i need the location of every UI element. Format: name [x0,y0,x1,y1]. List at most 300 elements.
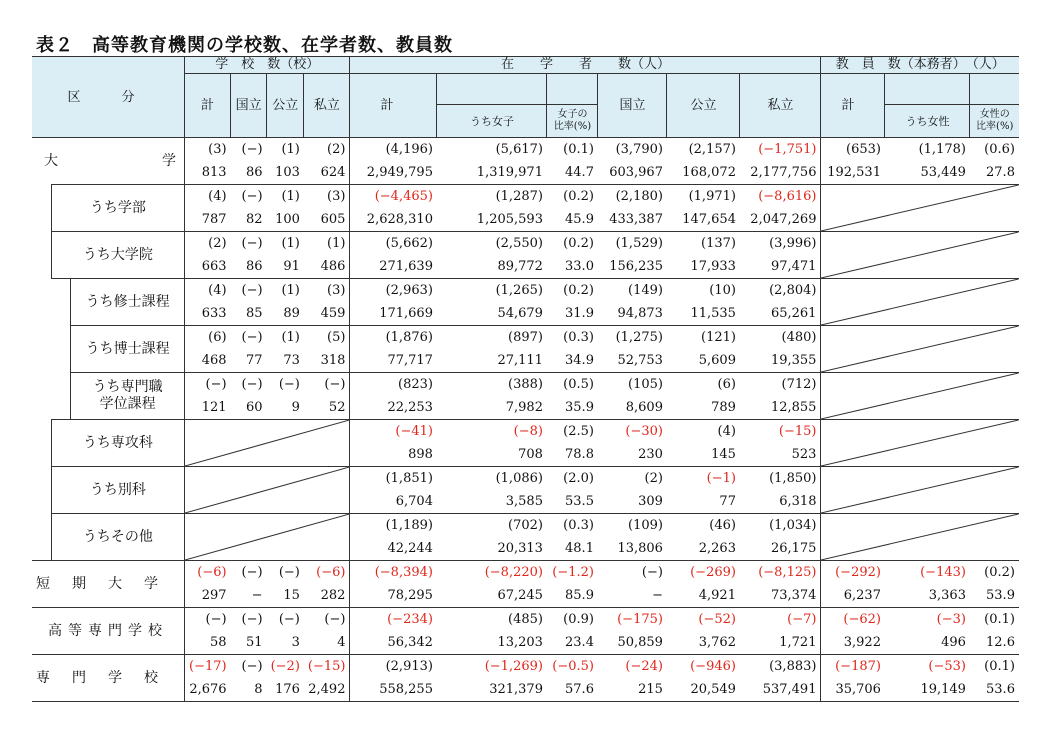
value-cell: 468 [185,349,231,373]
value-cell: 60 [231,396,267,420]
value-cell: (6) [185,326,231,350]
value-cell: (897) [437,326,547,350]
value-cell: 898 [350,443,437,467]
value-cell: (702) [437,514,547,538]
header-school-national: 国立 [231,74,267,138]
value-cell: 459 [304,302,350,326]
value-cell: 22,253 [350,396,437,420]
value-cell: (−1,751) [740,138,821,162]
value-cell: (−) [231,279,267,303]
diagonal-line [821,185,1019,231]
diagonal-line [821,326,1019,372]
value-cell: 309 [598,490,667,514]
value-cell: (1,529) [598,232,667,256]
value-cell: (2,963) [350,279,437,303]
value-cell: 65,261 [740,302,821,326]
table-caption: 高等教育機関の学校数、在学者数、教員数 [92,35,453,56]
value-cell: (−6) [185,561,231,585]
diagonal-line [185,514,349,560]
value-cell: 77,717 [350,349,437,373]
teacher-na-cell [821,232,1019,279]
value-cell: (137) [667,232,740,256]
header-student-private: 私立 [740,74,821,138]
table-row [32,608,1019,632]
value-cell: (−) [267,373,304,397]
table-row [32,561,1019,585]
value-cell: (0.2) [970,561,1019,585]
value-cell: (1) [267,326,304,350]
value-cell: (1,287) [437,185,547,209]
header-school-private: 私立 [304,74,350,138]
value-cell: (−7) [740,608,821,632]
value-cell: 271,639 [350,255,437,279]
value-cell: 2,263 [667,537,740,561]
row-label-daigakuin: うち大学院 [51,232,184,279]
value-cell: (−) [304,608,350,632]
value-cell: (−41) [350,420,437,444]
value-cell: 33.0 [547,255,598,279]
header-teachers: 教 員 数（本務者） （人） [821,57,1019,74]
diagonal-line [185,467,349,513]
value-cell: (−1,269) [437,655,547,679]
row-label-senmonshoku: うち専門職 学位課程 [71,373,185,420]
value-cell: (−) [185,373,231,397]
value-cell: − [598,584,667,608]
table-row [32,326,1019,350]
value-cell: 145 [667,443,740,467]
value-cell: (−24) [598,655,667,679]
value-cell: 5,609 [667,349,740,373]
value-cell: 97,471 [740,255,821,279]
row-label-senkouka: うち専攻科 [51,420,184,467]
value-cell: (0.2) [547,232,598,256]
value-cell: (109) [598,514,667,538]
value-cell: (2,550) [437,232,547,256]
header-students: 在 学 者 数（人） [350,57,821,74]
value-cell: (0.9) [547,608,598,632]
value-cell: (105) [598,373,667,397]
value-cell: 51 [231,631,267,655]
value-cell: 85.9 [547,584,598,608]
table-row [32,514,1019,538]
value-cell: 56,342 [350,631,437,655]
value-cell: 53.9 [970,584,1019,608]
value-cell: (−8,616) [740,185,821,209]
value-cell: 15 [267,584,304,608]
value-cell: 52 [304,396,350,420]
value-cell: 44.7 [565,165,594,180]
value-cell: 57.6 [547,678,598,702]
value-cell: 215 [598,678,667,702]
value-cell: (−) [304,373,350,397]
value-cell: (1,178) [885,138,970,162]
value-cell: 8 [231,678,267,702]
value-cell: 89 [267,302,304,326]
value-cell: 50,859 [598,631,667,655]
value-cell: (2) [304,138,350,162]
value-cell: 433,387 [598,208,667,232]
value-cell: 54,679 [437,302,547,326]
value-cell: (−53) [885,655,970,679]
value-cell: 6,704 [350,490,437,514]
header-student-national: 国立 [598,74,667,138]
indent-cell [32,373,71,420]
value-cell: 17,933 [667,255,740,279]
diagonal-line [821,420,1019,466]
value-cell: (−62) [821,608,885,632]
value-cell: 27.8 [986,165,1015,180]
value-cell: 13,806 [598,537,667,561]
value-cell: 318 [304,349,350,373]
value-cell: 20,549 [667,678,740,702]
value-cell: 19,149 [885,678,970,702]
header-joshi-ratio: 女子の 比率(%) [547,105,598,138]
value-cell: (−234) [350,608,437,632]
value-cell: (−0.5) [547,655,598,679]
school-na-cell [185,514,350,561]
value-cell: 558,255 [350,678,437,702]
value-cell: (5,662) [350,232,437,256]
value-cell: 26,175 [740,537,821,561]
value-cell: (−) [185,608,231,632]
value-cell: (3,996) [740,232,821,256]
value-cell: (823) [350,373,437,397]
value-cell: (0.1) [970,608,1019,632]
value-cell: (653) [821,138,885,162]
value-cell: (4,196) [350,138,437,162]
value-cell: (1) [267,185,304,209]
value-cell: 100 [267,208,304,232]
indent-cell [32,185,51,232]
value-cell: 31.9 [547,302,598,326]
value-cell: 3,585 [437,490,547,514]
value-cell: 45.9 [547,208,598,232]
value-cell: (−52) [667,608,740,632]
value-cell: 663 [185,255,231,279]
value-cell: 34.9 [547,349,598,373]
teacher-na-cell [821,467,1019,514]
value-cell: (2,180) [598,185,667,209]
header-student-total: 計 [350,74,437,138]
value-cell: 523 [740,443,821,467]
value-cell: (388) [437,373,547,397]
value-cell: (−3) [885,608,970,632]
value-cell: 91 [267,255,304,279]
value-cell: (−) [231,326,267,350]
value-cell: 73,374 [740,584,821,608]
value-cell: (1,876) [350,326,437,350]
value-cell: (−) [231,185,267,209]
value-cell: (0.3) [547,326,598,350]
diagonal-line [821,373,1019,419]
table-row [32,232,1019,256]
row-label-tanki: 短期大学 [32,561,185,608]
value-cell: 12,855 [740,396,821,420]
header-student-public: 公立 [667,74,740,138]
teacher-na-cell [821,373,1019,420]
value-cell: (1) [267,279,304,303]
value-cell: 58 [185,631,231,655]
value-cell: 1,319,971 [476,165,543,180]
value-cell: (−8) [437,420,547,444]
value-cell: 171,669 [350,302,437,326]
value-cell: 156,235 [598,255,667,279]
value-cell: 35,706 [821,678,885,702]
indent-cell [32,232,51,279]
value-cell: (−1) [667,467,740,491]
value-cell: 2,676 [185,678,231,702]
value-cell: 77 [231,349,267,373]
value-cell: 6,237 [821,584,885,608]
value-cell: (149) [598,279,667,303]
value-cell: 77 [667,490,740,514]
row-label-hakushi: うち博士課程 [71,326,185,373]
header-row-1 [32,57,1019,74]
value-cell: (0.2) [547,185,598,209]
row-label-daigaku: 大 学 [32,138,185,185]
indent-cell [32,326,71,373]
table-row [32,185,1019,209]
row-label-sonota: うちその他 [51,514,184,561]
value-cell: (3) [185,138,231,162]
row-label-gakubu: うち学部 [51,185,184,232]
value-cell: 297 [185,584,231,608]
value-cell: 1,205,593 [437,208,547,232]
indent-cell [32,467,51,514]
value-cell: 53.6 [970,678,1019,702]
value-cell: 605 [304,208,350,232]
value-cell: 85 [231,302,267,326]
value-cell: (1) [304,232,350,256]
value-cell: 2,047,269 [740,208,821,232]
value-cell: 321,379 [437,678,547,702]
value-cell: 2,492 [304,678,350,702]
value-cell: (5) [304,326,350,350]
value-cell: 89,772 [437,255,547,279]
value-cell: (0.2) [547,279,598,303]
value-cell: 8,609 [598,396,667,420]
value-cell: 7,982 [437,396,547,420]
indent-cell [32,279,71,326]
table-row [32,655,1019,679]
value-cell: 3 [267,631,304,655]
value-cell: (2) [598,467,667,491]
diagonal-line [185,420,349,466]
value-cell: 147,654 [667,208,740,232]
value-cell: 48.1 [547,537,598,561]
value-cell: (2) [185,232,231,256]
value-cell: 53,449 [920,165,966,180]
school-na-cell [185,467,350,514]
value-cell: (−8,220) [437,561,547,585]
value-cell: 4 [304,631,350,655]
value-cell: 103 [275,165,300,180]
value-cell: (1,189) [350,514,437,538]
table-row [32,467,1019,491]
header-uchi-josei: うち女性 [885,105,970,138]
value-cell: 230 [598,443,667,467]
value-cell: (0.1) [547,138,598,162]
value-cell: (0.6) [970,138,1019,162]
value-cell: 2,628,310 [350,208,437,232]
value-cell: (−8,125) [740,561,821,585]
value-cell: (−) [231,608,267,632]
table-row [32,279,1019,303]
value-cell: 53.5 [547,490,598,514]
value-cell: 52,753 [598,349,667,373]
value-cell: 78,295 [350,584,437,608]
value-cell: (480) [740,326,821,350]
value-cell: (5,617) [437,138,547,162]
value-cell: (−187) [821,655,885,679]
value-cell: 67,245 [437,584,547,608]
school-na-cell [185,420,350,467]
value-cell: (−143) [885,561,970,585]
teacher-na-cell [821,514,1019,561]
value-cell: (1,971) [667,185,740,209]
value-cell: 789 [667,396,740,420]
value-cell: (1) [267,138,304,162]
teacher-na-cell [821,420,1019,467]
value-cell: 168,072 [682,165,736,180]
diagonal-line [821,467,1019,513]
value-cell: (10) [667,279,740,303]
value-cell: (1,265) [437,279,547,303]
value-cell: − [231,584,267,608]
header-school-total: 計 [185,74,231,138]
value-cell: 537,491 [740,678,821,702]
value-cell: 121 [185,396,231,420]
value-cell: (3) [304,279,350,303]
value-cell: (1) [267,232,304,256]
table-row [32,138,1019,162]
value-cell: (−) [231,561,267,585]
value-cell: (121) [667,326,740,350]
diagonal-line [821,279,1019,325]
value-cell: (2,804) [740,279,821,303]
value-cell: (−2) [267,655,304,679]
value-cell: 23.4 [547,631,598,655]
value-cell: 6,318 [740,490,821,514]
teacher-na-cell [821,326,1019,373]
value-cell: (−) [231,232,267,256]
value-cell: (712) [740,373,821,397]
value-cell: (2.0) [547,467,598,491]
indent-cell [32,420,51,467]
teacher-na-cell [821,279,1019,326]
value-cell: (−) [231,138,267,162]
value-cell: (1,086) [437,467,547,491]
value-cell: (−1.2) [547,561,598,585]
header-schools: 学 校 数（校） [185,57,350,74]
value-cell: (4) [185,185,231,209]
value-cell: (−292) [821,561,885,585]
table-title [36,31,453,57]
value-cell: (−4,465) [350,185,437,209]
value-cell: 3,363 [885,584,970,608]
header-teacher-total: 計 [821,74,885,138]
value-cell: 35.9 [547,396,598,420]
value-cell: (0.5) [547,373,598,397]
value-cell: 708 [437,443,547,467]
value-cell: (−15) [304,655,350,679]
value-cell: (−17) [185,655,231,679]
header-school-public: 公立 [267,74,304,138]
diagonal-line [821,232,1019,278]
value-cell: (−15) [740,420,821,444]
value-cell: (3) [304,185,350,209]
value-cell: (−30) [598,420,667,444]
value-cell: 2,949,795 [366,165,433,180]
diagonal-line [821,514,1019,560]
value-cell: 11,535 [667,302,740,326]
header-kubun: 区 分 [32,57,185,138]
value-cell: (−8,394) [350,561,437,585]
value-cell: 86 [246,165,263,180]
value-cell: (46) [667,514,740,538]
value-cell: (3,790) [598,138,667,162]
value-cell: 73 [267,349,304,373]
value-cell: (2,913) [350,655,437,679]
value-cell: 78.8 [547,443,598,467]
value-cell: 4,921 [667,584,740,608]
value-cell: (−) [598,561,667,585]
value-cell: 82 [231,208,267,232]
value-cell: 176 [267,678,304,702]
value-cell: (6) [667,373,740,397]
value-cell: 13,203 [437,631,547,655]
value-cell: 496 [885,631,970,655]
teacher-na-cell [821,185,1019,232]
value-cell: (−) [231,373,267,397]
row-label-senmon: 専門学校 [32,655,185,702]
value-cell: 3,922 [821,631,885,655]
value-cell: (0.3) [547,514,598,538]
value-cell: (485) [437,608,547,632]
value-cell: 1,721 [740,631,821,655]
value-cell: 603,967 [609,165,663,180]
value-cell: 20,313 [437,537,547,561]
value-cell: 3,762 [667,631,740,655]
value-cell: (1,034) [740,514,821,538]
value-cell: (3,883) [740,655,821,679]
value-cell: 787 [185,208,231,232]
value-cell: (2,157) [667,138,740,162]
value-cell: 633 [185,302,231,326]
statistics-table [32,56,1019,702]
value-cell: 486 [304,255,350,279]
value-cell: 624 [304,161,350,185]
table-row [32,373,1019,397]
value-cell: 2,177,756 [740,161,821,185]
value-cell: 9 [267,396,304,420]
value-cell: (1,851) [350,467,437,491]
header-uchi-joshi: うち女子 [437,105,547,138]
value-cell: (−) [267,608,304,632]
value-cell: (2.5) [547,420,598,444]
value-cell: 42,244 [350,537,437,561]
table-row [32,420,1019,444]
value-cell: (−6) [304,561,350,585]
value-cell: (4) [667,420,740,444]
row-label-shushi: うち修士課程 [71,279,185,326]
value-cell: 19,355 [740,349,821,373]
header-josei-ratio: 女性の 比率(%) [970,105,1019,138]
value-cell: (−175) [598,608,667,632]
value-cell: 27,111 [437,349,547,373]
value-cell: (−) [267,561,304,585]
value-cell: (1,275) [598,326,667,350]
